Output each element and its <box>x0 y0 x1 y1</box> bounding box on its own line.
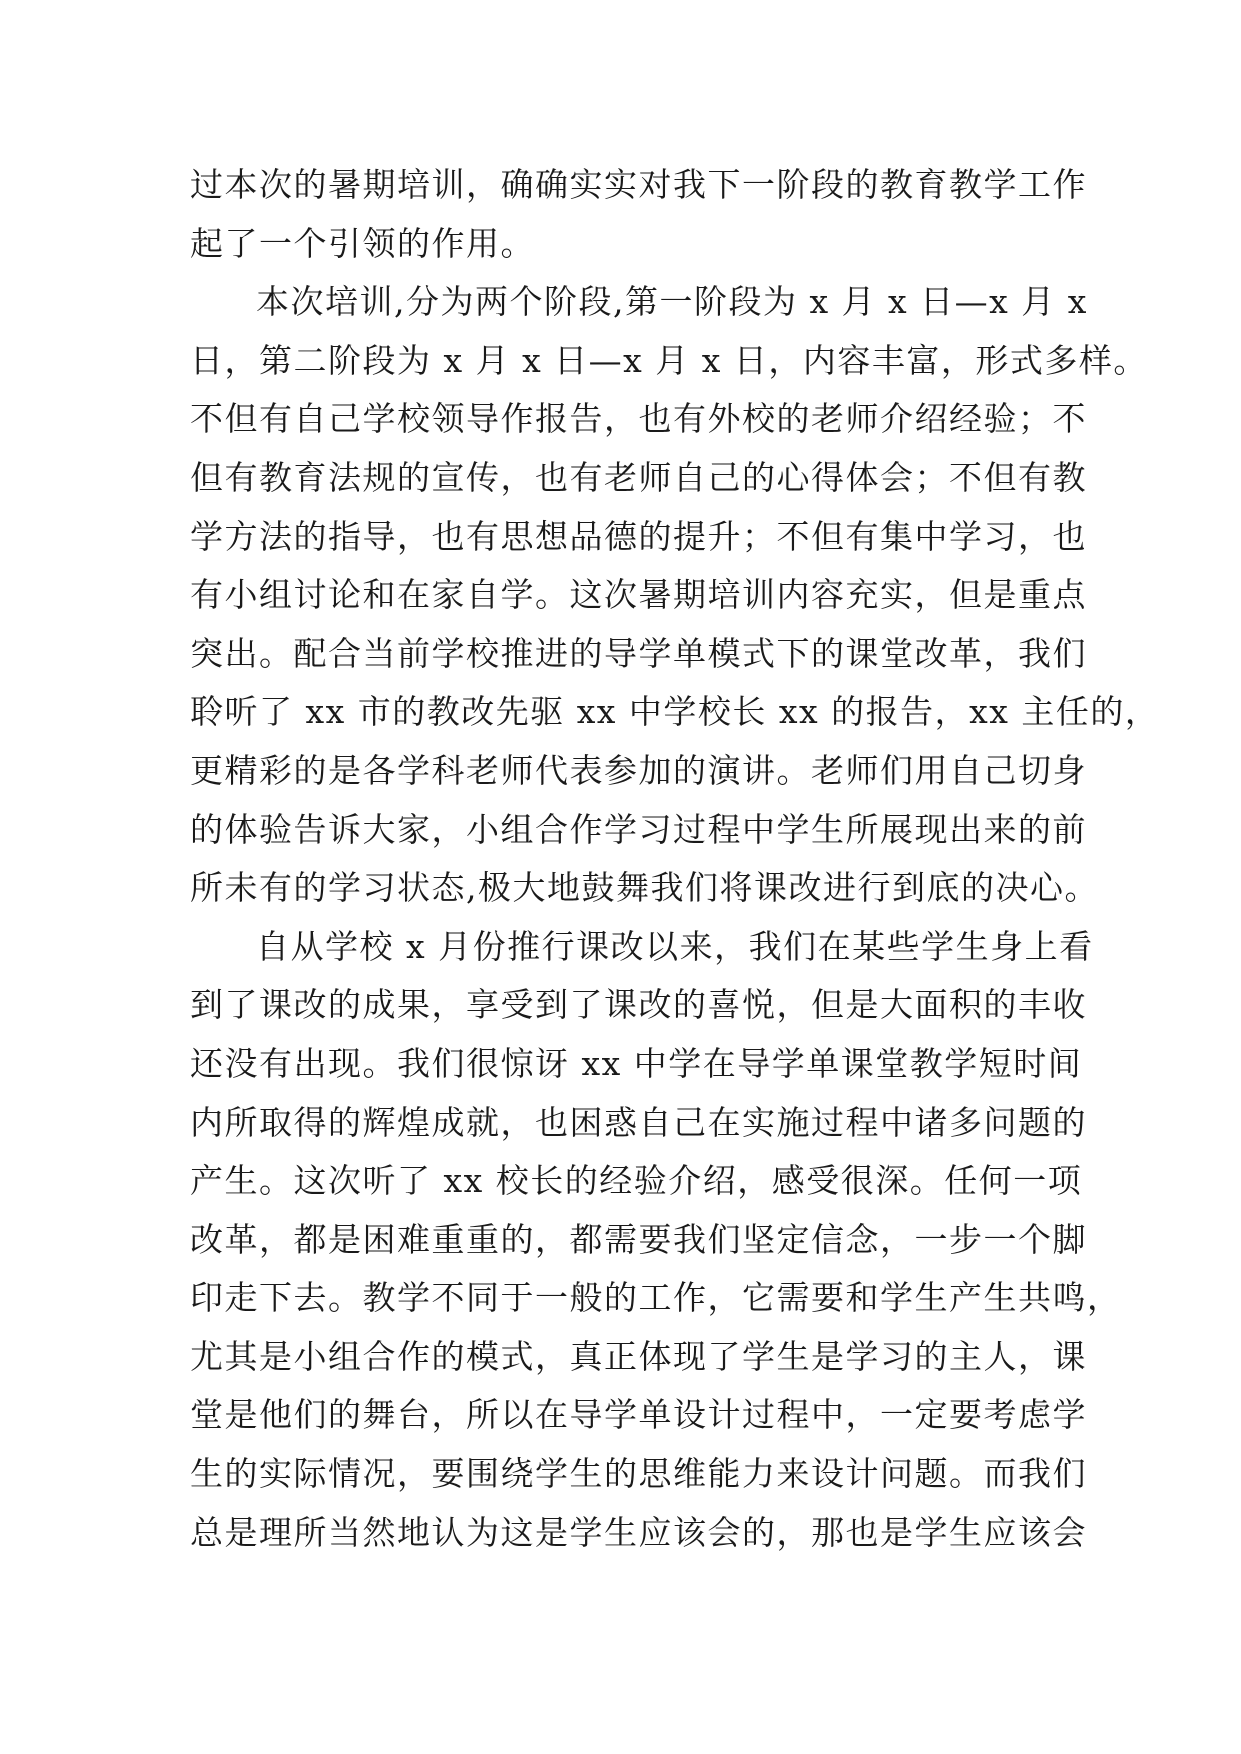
text-line: 突出。配合当前学校推进的导学单模式下的课堂改革，我们 <box>190 633 1087 673</box>
text-line: 尤其是小组合作的模式，真正体现了学生是学习的主人，课 <box>190 1336 1087 1376</box>
text-line: 改革，都是困难重重的，都需要我们坚定信念，一步一个脚 <box>190 1219 1087 1259</box>
text-line: 堂是他们的舞台，所以在导学单设计过程中，一定要考虑学 <box>190 1395 1087 1435</box>
text-line: 不但有自己学校领导作报告，也有外校的老师介绍经验；不 <box>190 399 1087 439</box>
text-line: 更精彩的是各学科老师代表参加的演讲。老师们用自己切身 <box>190 750 1087 790</box>
text-line: 还没有出现。我们很惊讶 xx 中学在导学单课堂教学短时间 <box>190 1043 1083 1083</box>
text-line: 总是理所当然地认为这是学生应该会的，那也是学生应该会 <box>190 1512 1087 1552</box>
text-line: 学方法的指导，也有思想品德的提升；不但有集中学习，也 <box>190 516 1087 556</box>
text-line: 日，第二阶段为 x 月 x 日—x 月 x 日，内容丰富，形式多样。 <box>190 340 1148 380</box>
text-line: 内所取得的辉煌成就，也困惑自己在实施过程中诸多问题的 <box>190 1102 1087 1142</box>
text-line: 所未有的学习状态,极大地鼓舞我们将课改进行到底的决心。 <box>190 868 1099 908</box>
text-line: 生的实际情况，要围绕学生的思维能力来设计问题。而我们 <box>190 1454 1087 1494</box>
paragraph-start-line: 本次培训,分为两个阶段,第一阶段为 x 月 x 日—x 月 x <box>256 282 1088 322</box>
text-line: 印走下去。教学不同于一般的工作，它需要和学生产生共鸣， <box>190 1278 1122 1318</box>
text-line: 到了课改的成果，享受到了课改的喜悦，但是大面积的丰收 <box>190 985 1087 1025</box>
body-text <box>190 156 1160 1562</box>
text-line: 聆听了 xx 市的教改先驱 xx 中学校长 xx 的报告，xx 主任的， <box>190 692 1160 732</box>
text-line: 产生。这次听了 xx 校长的经验介绍，感受很深。任何一项 <box>190 1161 1083 1201</box>
text-line: 起了一个引领的作用。 <box>190 223 535 263</box>
text-line: 有小组讨论和在家自学。这次暑期培训内容充实，但是重点 <box>190 575 1087 615</box>
text-line: 的体验告诉大家，小组合作学习过程中学生所展现出来的前 <box>190 809 1087 849</box>
text-line: 过本次的暑期培训，确确实实对我下一阶段的教育教学工作 <box>190 165 1087 204</box>
text-line: 但有教育法规的宣传，也有老师自己的心得体会；不但有教 <box>190 457 1087 497</box>
paragraph-start-line: 自从学校 x 月份推行课改以来，我们在某些学生身上看 <box>256 926 1094 966</box>
